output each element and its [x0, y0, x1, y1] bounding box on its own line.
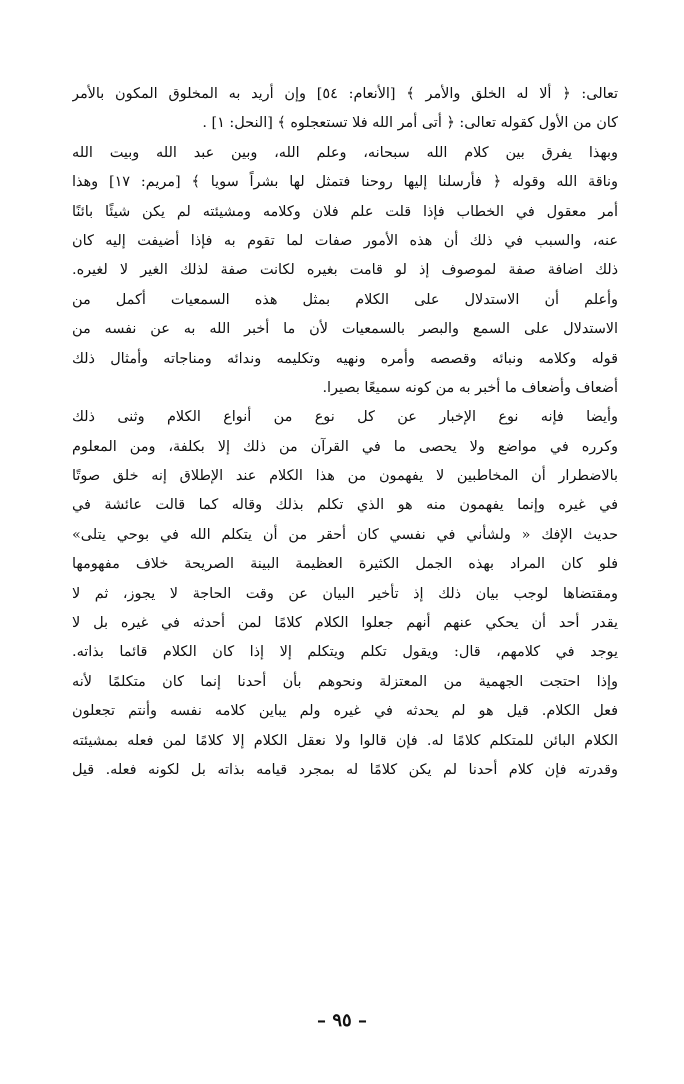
text-line: وكرره في مواضع ولا يحصى ما في القرآن من ذلك إلا بكلفة، ومن المعلوم	[72, 438, 618, 455]
text-line: حديث الإفك « ولشأني في نفسي كان أحقر من أن يتكلم الله في بوحي يتلى»	[72, 526, 618, 543]
text-line: يقدر أحد أن يحكي عنهم أنهم جعلوا الكلام كلامًا لمن أحدثه في غيره بل لا	[72, 615, 618, 632]
text-line: وناقة الله وقوله ﴿ فأرسلنا إليها روحنا فتمثل لها بشراً سويا ﴾ [مريم: ١٧] وهذا	[72, 174, 618, 191]
text-line: الاستدلال على السمع والبصر بالسمعيات لأن ما أخبر الله به عن نفسه من	[72, 321, 618, 338]
text-line: فعل الكلام. قيل هو لم يحدثه في غيره ولم يباين كلامه نفسه وأنتم تجعلون	[72, 703, 618, 720]
text-line: يوجد في كلامهم، قال: ويقول تكلم ويتكلم إلا إذا كان الكلام قائما بذاته.	[72, 644, 618, 661]
text-line: الكلام البائن للمتكلم كلامًا له. فإن قالوا ولا نعقل الكلام إلا كلامًا لمن فعله بمشيئته	[72, 732, 618, 749]
text-line: وإذا احتجت الجهمية من المعتزلة ونحوهم بأن أحدنا إنما كان متكلمًا لأنه	[72, 673, 618, 690]
text-line: بالاضطرار أن المخاطبين لا يفهمون من هذا الكلام عند الإطلاق إنه خلق صوتًا	[72, 468, 618, 485]
text-line: قوله وكلامه ونبائه وقصصه وأمره ونهيه وتكليمه وندائه ومناجاته وأمثال ذلك	[72, 350, 618, 367]
text-line: وأيضا فإنه نوع الإخبار عن كل نوع من أنواع الكلام وثنى ذلك	[72, 409, 618, 426]
text-line: ومقتضاها لوجب بيان ذلك إذ تأخير البيان عن وقت الحاجة لا يجوز، ثم لا	[72, 585, 618, 602]
text-line: تعالى: ﴿ ألا له الخلق والأمر ﴾ [الأنعام: ٥٤] وإن أريد به المخلوق المكون بالأمر	[72, 86, 618, 102]
text-line: عنه، والسبب في ذلك أن هذه الأمور صفات لما تقوم به فإذا أضيفت إليه كان	[72, 232, 618, 249]
text-line: وأعلم أن الاستدلال على الكلام بمثل هذه السمعيات أكمل من	[72, 291, 618, 308]
text-line: في غيره وإنما يفهمون منه هو الذي تكلم بذلك وقاله كما قالت عائشة في	[72, 497, 618, 514]
text-line: فلو كان المراد بهذه الجمل الكثيرة العظيمة البينة الصريحة خلاف مفهومها	[72, 556, 618, 573]
body-text	[72, 80, 618, 785]
text-line: أضعاف وأضعاف ما أخبر به من كونه سميعًا بصيرا.	[322, 379, 618, 396]
text-line: ذلك اضافة صفة لموصوف إذ لو قامت بغيره لكانت صفة لذلك الغير لا لغيره.	[72, 262, 618, 279]
text-line: وبهذا يفرق بين كلام الله سبحانه، وعلم الله، وبين عبد الله وبيت الله	[72, 144, 618, 161]
text-line: كان من الأول كقوله تعالى: ﴿ أتى أمر الله فلا تستعجلوه ﴾ [النحل: ١] .	[202, 115, 618, 132]
text-line: وقدرته فإن كلام أحدنا لم يكن كلامًا له بمجرد قيامه بذاته بل لكونه فعله. قيل	[72, 761, 618, 778]
page-number: – ٩٥ –	[317, 1010, 367, 1031]
text-line: أمر معقول في الخطاب فإذا قلت علم فلان وكلامه ومشيئته لم يكن شيئًا بائنًا	[72, 203, 618, 220]
